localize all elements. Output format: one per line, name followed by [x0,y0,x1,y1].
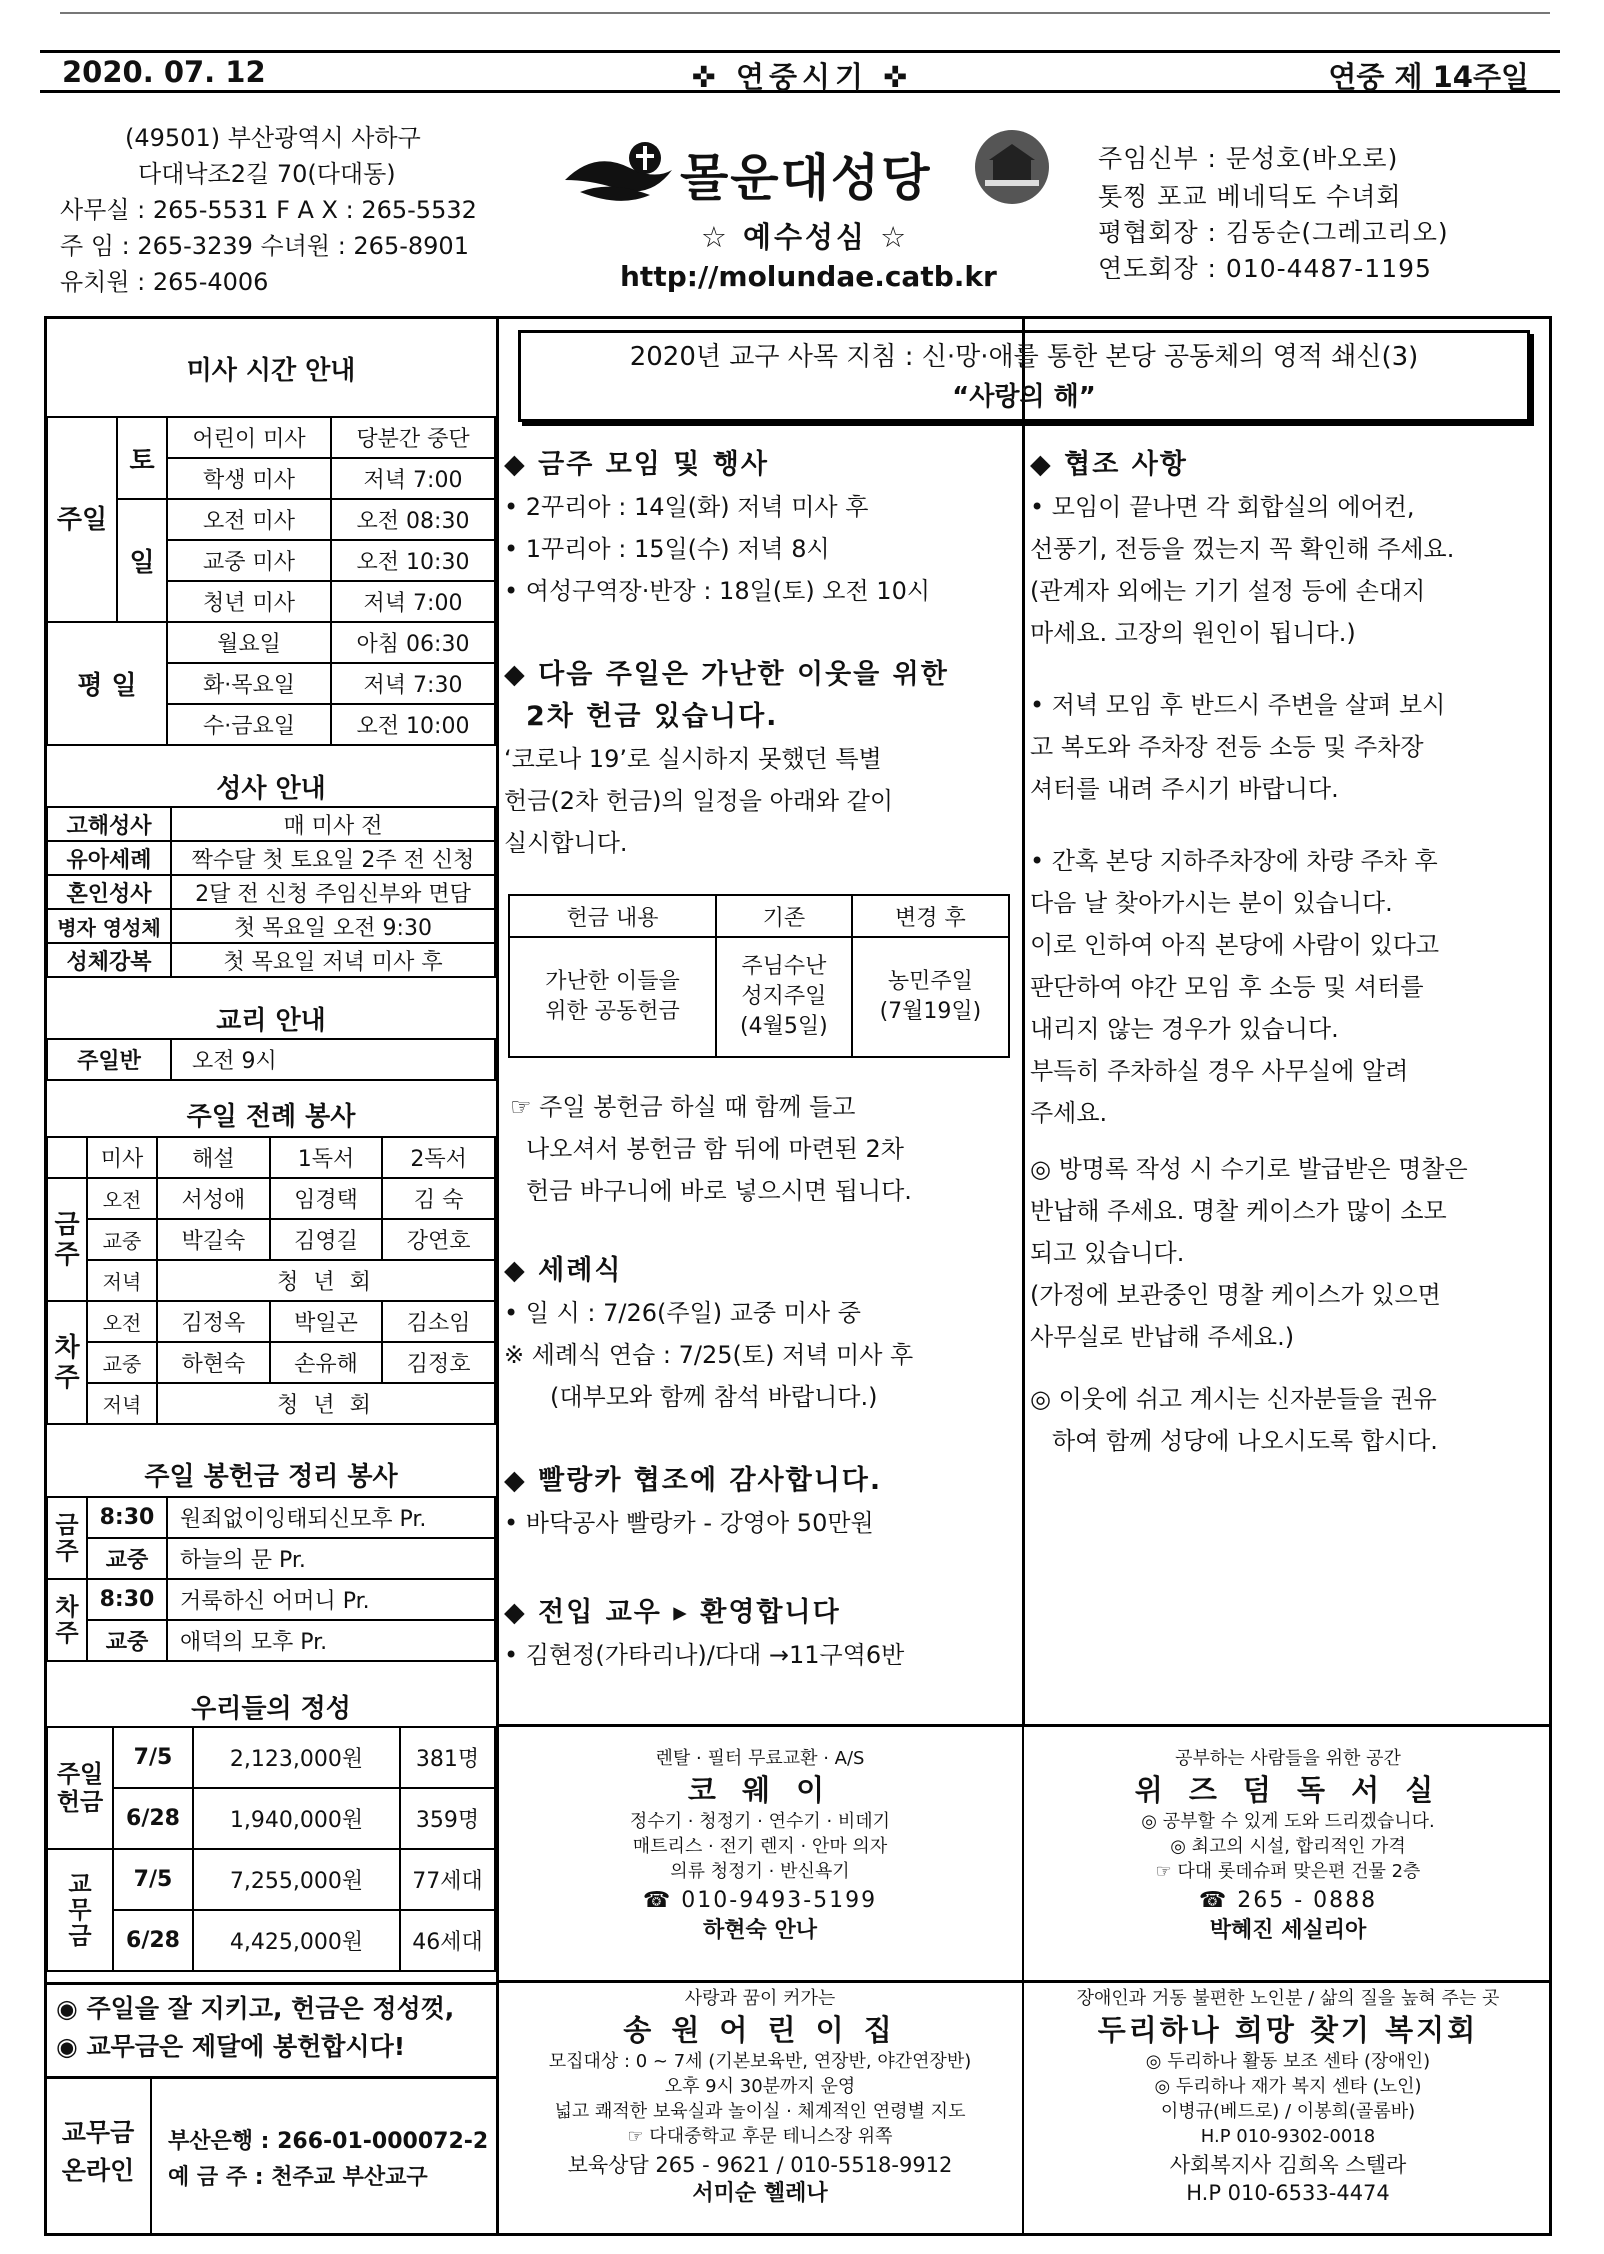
ads-2-lines-3: ☞ 다대중학교 후문 테니스장 위쪽 [627,2126,893,2147]
coop-p1-3: 마세요. 고장의 원인이 됩니다.) [1030,619,1356,647]
donations-sunday_rows-0-0: 7/5 [113,1727,193,1788]
liturgy-next_rows-0-2: 박일곤 [270,1301,383,1342]
donations-parish_rows-0-1: 7,255,000원 [193,1849,400,1910]
second-table_row-0-0: 가난한 이들을 [545,969,680,994]
second-table_row-1-1: 성지주일 [741,984,827,1009]
mass-sun: 일 [117,499,167,622]
welcome-section [504,1592,1019,1676]
cooperation-title: ◆ 협조 사항 [1030,449,1188,480]
ads-3-lines-2: 이병규(베드로) / 이봉희(골롬바) [1160,2101,1416,2122]
liturgy-this_rows-1-3: 강연호 [382,1219,495,1260]
ads-3-lines-1: ◎ 두리하나 재가 복지 센타 (노인) [1154,2076,1422,2097]
second-collection-note [510,1086,1025,1212]
ad-wisdom-name: 위 즈 덤 독 서 실 [1134,1773,1442,1807]
second-body-0: ‘코로나 19’로 실시하지 못했던 특별 [504,745,882,773]
second-note-2: 헌금 바구니에 바로 넣으시면 됩니다. [526,1177,912,1205]
mass-sun_rows-0-0: 오전 미사 [167,499,331,540]
thanks-section [504,1460,1019,1544]
coop-p5-0: ◎ 이웃에 쉬고 계시는 신자분들을 권유 [1030,1385,1437,1413]
ad-durihana [1026,1986,1550,2206]
liturgy-this_week: 금주 [47,1178,87,1301]
offering_service-this_rows-1-0: 교중 [87,1538,167,1579]
sacraments-rows-0-1: 매 미사 전 [171,807,495,841]
donations-sunday: 주일 헌금 [47,1727,113,1849]
diocese-banner [518,330,1530,422]
liturgy-next_rows-1-2: 손유해 [270,1342,383,1383]
ads-3-phone: 사회복지사 김희옥 스텔라 [1169,2153,1407,2177]
second-note-1: 나오셔서 봉헌금 함 뒤에 마련된 2차 [526,1135,904,1163]
ads-2-phone: 보육상담 265 - 9621 / 010-5518-9912 [567,2153,953,2177]
sacraments-title: 성사 안내 [216,774,326,804]
event-item: • 1꾸리아 : 15일(수) 저녁 8시 [504,535,830,563]
coop-p4-4: 사무실로 반납해 주세요.) [1030,1323,1295,1351]
mass-sunday: 주일 [56,504,108,535]
mass-week_rows-1-0: 화·목요일 [167,663,331,704]
baptism-items-1: ※ 세례식 연습 : 7/25(토) 저녁 미사 후 [504,1341,914,1369]
issue-date: 2020. 07. 12 [62,55,266,89]
phone-line-2: 주 임 : 265-3239 수녀원 : 265-8901 [60,232,469,260]
sunday-label [47,417,117,622]
liturgy-this_rows-2-0: 저녁 [87,1260,157,1301]
sacraments-rows-1-1: 짝수달 첫 토요일 2주 전 신청 [171,841,495,875]
liturgy-this_rows-2-1: 청 년 회 [157,1260,495,1301]
coop-p4-3: (가정에 보관중인 명찰 케이스가 있으면 [1030,1281,1441,1309]
donations-sunday_rows-1-0: 6/28 [113,1788,193,1849]
ads-3-top: 장애인과 거동 불편한 노인분 / 삶의 질을 높혀 주는 곳 [1076,1988,1500,2009]
liturgy-next_rows-2-0: 저녁 [87,1383,157,1424]
address-line-2: 다대낙조2길 70(다대동) [138,160,396,188]
ads-1-top: 공부하는 사람들을 위한 공간 [1175,1748,1401,1769]
mass-sat_rows-1-1: 저녁 7:00 [331,458,495,499]
donations-parish_rows-1-1: 4,425,000원 [193,1910,400,1971]
mass-times-table [46,416,496,746]
phone-line-1: 사무실 : 265-5531 F A X : 265-5532 [60,196,477,224]
mass-sat_rows-0-0: 어린이 미사 [167,417,331,458]
sacraments-rows-0-0: 고해성사 [47,807,171,841]
sacraments-rows-4-1: 첫 목요일 저녁 미사 후 [171,943,495,977]
parish-subtitle: ☆ 예수성심 ☆ [700,220,910,254]
staff-4: 연도회장 : 010-4487-1195 [1098,254,1432,283]
mass-sun_rows-1-1: 오전 10:30 [331,540,495,581]
offering_service-this_week: 금주 [47,1497,87,1579]
second-body-2: 실시합니다. [504,829,628,857]
offering-service-table [46,1496,496,1662]
donations-parish: 교 무 금 [47,1849,113,1971]
offering_service-this_rows-0-1: 원죄없이잉태되신모후 Pr. [167,1497,495,1538]
mass-times-title: 미사 시간 안내 [186,356,356,386]
liturgy-head-1: 해설 [157,1137,270,1178]
second-table_row-1-2: (4월5일) [740,1014,828,1039]
second-collection-table [508,894,1010,1058]
mass-sun_rows-0-1: 오전 08:30 [331,499,495,540]
mass-sun_rows-1-0: 교중 미사 [167,540,331,581]
coop-p3-5: 부득히 주차하실 경우 사무실에 알려 [1030,1057,1409,1085]
mass-sun_rows-2-1: 저녁 7:00 [331,581,495,622]
mass-week_rows-0-1: 아침 06:30 [331,622,495,663]
offering_service-next_rows-1-1: 애덕의 모후 Pr. [167,1620,495,1661]
donations-sunday_rows-0-1: 2,123,000원 [193,1727,400,1788]
mass-week_rows-2-0: 수·금요일 [167,704,331,745]
baptism-items-2: (대부모와 함께 참석 바랍니다.) [550,1383,878,1411]
mass-week_rows-0-0: 월요일 [167,622,331,663]
liturgy-this_rows-0-3: 김 숙 [382,1178,495,1219]
mass-sat_rows-1-0: 학생 미사 [167,458,331,499]
coop-p4-0: ◎ 방명록 작성 시 수기로 발급받은 명찰은 [1030,1155,1468,1183]
second-collection-section [504,654,1019,864]
mass-sat_rows-0-1: 당분간 중단 [331,417,495,458]
cooperation-section [1030,444,1550,1462]
notice-line-1: ◉ 주일을 잘 지키고, 헌금은 정성껏, [56,1994,455,2023]
coop-p1-0: • 모임이 끝나면 각 회합실의 에어컨, [1030,493,1415,521]
offering-service-title: 주일 봉헌금 정리 봉사 [144,1462,398,1492]
ads-0-lines-0: 정수기 · 청정기 · 연수기 · 비데기 [629,1811,891,1832]
online-label: 교무금 온라인 [61,2118,135,2185]
coop-p1-2: (관계자 외에는 기기 설정 등에 손대지 [1030,577,1426,605]
ad-durihana-name: 두리하나 희망 찾기 복지회 [1097,2013,1479,2047]
donations-sunday_rows-0-2: 381명 [400,1727,495,1788]
church-emblem-icon [975,130,1049,204]
catechism-label: 주일반 [47,1039,171,1080]
coop-p2-1: 고 복도와 주차장 전등 소등 및 주차장 [1030,733,1424,761]
baptism-items-0: • 일 시 : 7/26(주일) 교중 미사 중 [504,1299,861,1327]
donations-parish_rows-0-0: 7/5 [113,1849,193,1910]
staff-3: 평협회장 : 김동순(그레고리오) [1098,218,1449,247]
parish-name: 몰운대성당 [680,149,932,207]
catechism-table [46,1038,496,1081]
ads-1-lines-1: ◎ 최고의 시설, 합리적인 가격 [1170,1836,1406,1857]
welcome-item: • 김현정(가타리나)/다대 →11구역6반 [504,1641,905,1669]
liturgy-next_rows-0-3: 김소임 [382,1301,495,1342]
liturgy-next_rows-1-3: 김정호 [382,1342,495,1383]
second-collection-title-1: ◆ 다음 주일은 가난한 이웃을 위한 [504,659,949,690]
liturgy-next_week: 차주 [47,1301,87,1424]
events-title: ◆ 금주 모임 및 행사 [504,449,769,480]
ads-1-lines-0: ◎ 공부할 수 있게 도와 드리겠습니다. [1141,1811,1435,1832]
coop-p1-1: 선풍기, 전등을 껐는지 꼭 확인해 주세요. [1030,535,1455,563]
ads-0-lines-1: 매트리스 · 전기 렌지 · 안마 의자 [632,1836,888,1857]
online-bank: 부산은행 : 266-01-000072-2 [168,2129,489,2154]
mass-weekday: 평 일 [47,622,167,745]
liturgy-this_rows-0-2: 임경택 [270,1178,383,1219]
parish-logo [560,140,675,214]
mass-sat: 토 [117,417,167,499]
liturgy-next_rows-0-1: 김정옥 [157,1301,270,1342]
liturgy-this_rows-1-1: 박길숙 [157,1219,270,1260]
ads-1-lines-2: ☞ 다대 롯데슈퍼 맞은편 건물 2층 [1155,1861,1421,1882]
sacraments-rows-4-0: 성체강복 [47,943,171,977]
donations-table [46,1726,496,1972]
liturgy-next_rows-2-1: 청 년 회 [157,1383,495,1424]
coop-p3-3: 판단하여 야간 모임 후 소등 및 셔터를 [1030,973,1424,1001]
liturgy-table [46,1136,496,1425]
coop-p3-4: 내리지 않는 경우가 있습니다. [1030,1015,1339,1043]
coop-p4-2: 되고 있습니다. [1030,1239,1185,1267]
banner-line-1: 2020년 교구 사목 지침 : 신·망·애를 통한 본당 공동체의 영적 쇄신(3) [629,342,1419,372]
thanks-item: • 바닥공사 빨랑카 - 강영아 50만원 [504,1509,874,1537]
sacraments-rows-3-1: 첫 목요일 오전 9:30 [171,909,495,943]
coop-p4-1: 반납해 주세요. 명찰 케이스가 많이 소모 [1030,1197,1447,1225]
second-table_head-2: 변경 후 [852,895,1009,937]
donations-sunday_rows-1-2: 359명 [400,1788,495,1849]
donations-parish_rows-0-2: 77세대 [400,1849,495,1910]
ads-2-lines-2: 넓고 쾌적한 보육실과 놀이실 · 체계적인 연령별 지도 [554,2101,966,2122]
ads-0-contact: 하현숙 안나 [703,1918,817,1943]
liturgy-this_rows-0-1: 서성애 [157,1178,270,1219]
donations-parish_rows-1-0: 6/28 [113,1910,193,1971]
online-holder: 예 금 주 : 천주교 부산교구 [168,2165,428,2190]
offering_service-this_rows-1-1: 하늘의 문 Pr. [167,1538,495,1579]
baptism-title: ◆ 세례식 [504,1255,623,1286]
donations-sunday_rows-1-1: 1,940,000원 [193,1788,400,1849]
coop-p3-2: 이로 인하여 아직 본당에 사람이 있다고 [1030,931,1440,959]
liturgy-title: 주일 전례 봉사 [186,1102,356,1132]
mass-week_rows-2-1: 오전 10:00 [331,704,495,745]
sacraments-rows-1-0: 유아세례 [47,841,171,875]
offering_service-next_rows-0-1: 거룩하신 어머니 Pr. [167,1579,495,1620]
baptism-section [504,1250,1019,1418]
second-note-0: ☞ 주일 봉헌금 하실 때 함께 들고 [510,1093,856,1121]
address-line-1: (49501) 부산광역시 사하구 [125,124,421,152]
second-table_row-0-1: 위한 공동헌금 [545,999,680,1024]
event-item: • 여성구역장·반장 : 18일(토) 오전 10시 [504,577,931,605]
liturgy-next_rows-0-0: 오전 [87,1301,157,1342]
ads-3-lines-0: ◎ 두리하나 활동 보조 센타 (장애인) [1145,2051,1431,2072]
events-section [504,444,1019,612]
liturgy-head-2: 1독서 [270,1137,383,1178]
coop-p5-1: 하여 함께 성당에 나오시도록 합시다. [1052,1427,1438,1455]
second-table_head-0: 헌금 내용 [509,895,716,937]
ads-2-lines-1: 오후 9시 30분까지 운영 [664,2076,856,2097]
liturgy-this_rows-1-0: 교중 [87,1219,157,1260]
ads-3-lines-3: H.P 010-9302-0018 [1200,2126,1376,2147]
phone-line-3: 유치원 : 265-4006 [60,268,269,296]
ad-coway [500,1746,1020,1943]
second-body-1: 헌금(2차 헌금)의 일정을 아래와 같이 [504,787,894,815]
liturgy-next_rows-1-1: 하현숙 [157,1342,270,1383]
sacraments-rows-3-0: 병자 영성체 [47,909,171,943]
coop-p2-0: • 저녁 모임 후 반드시 주변을 살펴 보시 [1030,691,1446,719]
second-collection-title-2: 2차 헌금 있습니다. [526,701,779,732]
sacraments-table [46,806,496,978]
offering_service-next_rows-0-0: 8:30 [87,1579,167,1620]
ads-2-top: 사랑과 꿈이 커가는 [684,1988,836,2009]
offering_service-this_rows-0-0: 8:30 [87,1497,167,1538]
catechism-title: 교리 안내 [216,1006,326,1036]
second-table_row-2-0: 농민주일 [887,969,973,994]
coop-p3-6: 주세요. [1030,1099,1108,1127]
second-table_head-1: 기존 [716,895,852,937]
second-table_row-2-1: (7월19일) [879,999,982,1024]
event-item: • 2꾸리아 : 14일(화) 저녁 미사 후 [504,493,869,521]
sacraments-rows-2-0: 혼인성사 [47,875,171,909]
liturgy-this_rows-1-2: 김영길 [270,1219,383,1260]
catechism-value: 오전 9시 [171,1039,495,1080]
ads-3-contact: H.P 010-6533-4474 [1186,2181,1390,2205]
banner-line-2: “사랑의 해” [952,382,1096,412]
coop-p2-2: 셔터를 내려 주시기 바랍니다. [1030,775,1339,803]
parish-url[interactable]: http://molundae.catb.kr [620,260,997,293]
offering_service-next_rows-1-0: 교중 [87,1620,167,1661]
mass-sun_rows-2-0: 청년 미사 [167,581,331,622]
ad-songwon [500,1986,1020,2206]
coop-p3-0: • 간혹 본당 지하주차장에 차량 주차 후 [1030,847,1438,875]
liturgy-head-0: 미사 [87,1137,157,1178]
second-table_row-1-0: 주님수난 [741,954,827,979]
ads-0-phone: ☎ 010-9493-5199 [642,1888,878,1913]
ads-1-phone: ☎ 265 - 0888 [1198,1888,1378,1913]
donations-parish_rows-1-2: 46세대 [400,1910,495,1971]
liturgy-next_rows-1-0: 교중 [87,1342,157,1383]
liturgy-head-3: 2독서 [382,1137,495,1178]
ad-wisdom [1026,1746,1550,1943]
liturgical-week: 연중 제 14주일 [1328,60,1529,94]
ad-songwon-name: 송 원 어 린 이 집 [623,2013,897,2047]
ads-2-contact: 서미순 헬레나 [692,2181,828,2206]
ads-0-lines-2: 의류 청정기 · 반신욕기 [670,1861,850,1882]
ads-1-contact: 박혜진 세실리아 [1209,1918,1367,1943]
donations-title: 우리들의 정성 [191,1694,351,1724]
thanks-title: ◆ 빨랑카 협조에 감사합니다. [504,1465,883,1496]
ad-coway-name: 코 웨 이 [687,1773,833,1807]
offering_service-next_week: 차주 [47,1579,87,1661]
liturgy-this_rows-0-0: 오전 [87,1178,157,1219]
welcome-title: ◆ 전입 교우 ▸ 환영합니다 [504,1597,841,1628]
ads-0-top: 렌탈 · 필터 무료교환 · A/S [655,1748,865,1769]
sacraments-rows-2-1: 2달 전 신청 주임신부와 면담 [171,875,495,909]
staff-2: 톳찡 포교 베네딕도 수녀회 [1098,182,1402,211]
staff-1: 주임신부 : 문성호(바오로) [1098,144,1399,173]
coop-p3-1: 다음 날 찾아가시는 분이 있습니다. [1030,889,1393,917]
notice-line-2: ◉ 교무금은 제달에 봉헌합시다! [56,2032,406,2061]
mass-week_rows-1-1: 저녁 7:30 [331,663,495,704]
ads-2-lines-0: 모집대상 : 0 ~ 7세 (기본보육반, 연장반, 야간연장반) [548,2051,972,2072]
liturgical-season: ✜ 연중시기 ✜ [691,60,913,94]
